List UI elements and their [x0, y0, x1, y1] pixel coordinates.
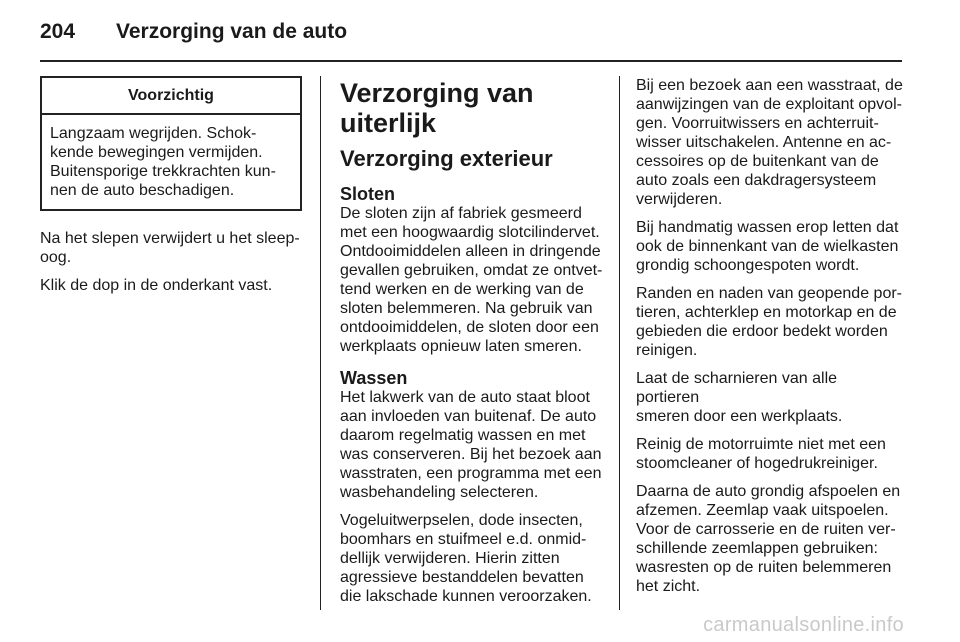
paragraph: Daarna de auto grondig afspoelen en afzemen. Zeemlap vaak uitspoelen. Voor de carrosserie en de ruiten ver- schillende zeemlappen gebruiken: wasresten op de ruiten belemmeren het zicht.: [636, 483, 901, 595]
paragraph: Na het slepen verwijdert u het sleep- oog.: [40, 230, 300, 266]
topic-heading-sloten: Sloten: [340, 184, 396, 204]
warning-box: [40, 76, 302, 211]
watermark: carmanualsonline.info: [703, 614, 904, 636]
warning-title: Voorzichtig: [42, 78, 300, 115]
section-heading: Verzorging van uiterlijk: [340, 78, 534, 138]
paragraph: Het lakwerk van de auto staat bloot aan invloeden van buitenaf. De auto daarom regelmatig wassen en met was conserveren. Bij het bezoek aan wasstraten, een programma met een wasbehandeling selecteren.: [340, 389, 602, 501]
paragraph: Reinig de motorruimte niet met een stoomcleaner of hogedrukreiniger.: [636, 436, 886, 472]
paragraph: Vogeluitwerpselen, dode insecten, boomhars en stuifmeel e.d. onmid- dellijk verwijderen. Hierin zitten agressieve bestanddelen bevatten die lakschade kunnen veroorzaken.: [340, 512, 592, 605]
paragraph: Laat de scharnieren van alle portieren smeren door een werkplaats.: [636, 370, 843, 425]
column-left: [40, 76, 304, 304]
page-title: Verzorging van de auto: [116, 20, 348, 43]
paragraph: Bij handmatig wassen erop letten dat ook de binnenkant van de wielkasten grondig schoongespoten wordt.: [636, 219, 899, 274]
column-middle: [340, 76, 606, 615]
page-number: 204: [40, 20, 76, 43]
paragraph: De sloten zijn af fabriek gesmeerd met een hoogwaardig slotcilindervet. Ontdooimiddelen alleen in dringende gevallen gebruiken, omdat ze ontvet- tend werken en de werking van de sloten belemmeren. Na gebruik van ontdooimiddelen, de sloten door een werkplaats opnieuw laten smeren.: [340, 205, 603, 355]
column-divider-left: [320, 76, 321, 610]
topic-heading-wassen: Wassen: [340, 368, 408, 388]
column-divider-right: [619, 76, 620, 610]
subsection-heading: Verzorging exterieur: [340, 146, 553, 171]
paragraph: Bij een bezoek aan een wasstraat, de aanwijzingen van de exploitant opvol- gen. Voorruitwissers en achterruit- wisser uitschakelen. Antenne en ac- cessoires op de buitenkant van de auto zoals een dakdragersysteem verwijderen.: [636, 77, 903, 208]
page-header: [40, 14, 347, 50]
paragraph: Randen en naden van geopende por- tieren, achterklep en motorkap en de gebieden die erdoor bedekt worden reinigen.: [636, 285, 902, 359]
header-divider: [40, 60, 902, 62]
paragraph: Klik de dop in de onderkant vast.: [40, 277, 273, 294]
column-right: [636, 76, 904, 605]
warning-text: Langzaam wegrijden. Schok- kende bewegingen vermijden. Buitensporige trekkrachten kun- nen de auto beschadigen.: [50, 125, 276, 199]
